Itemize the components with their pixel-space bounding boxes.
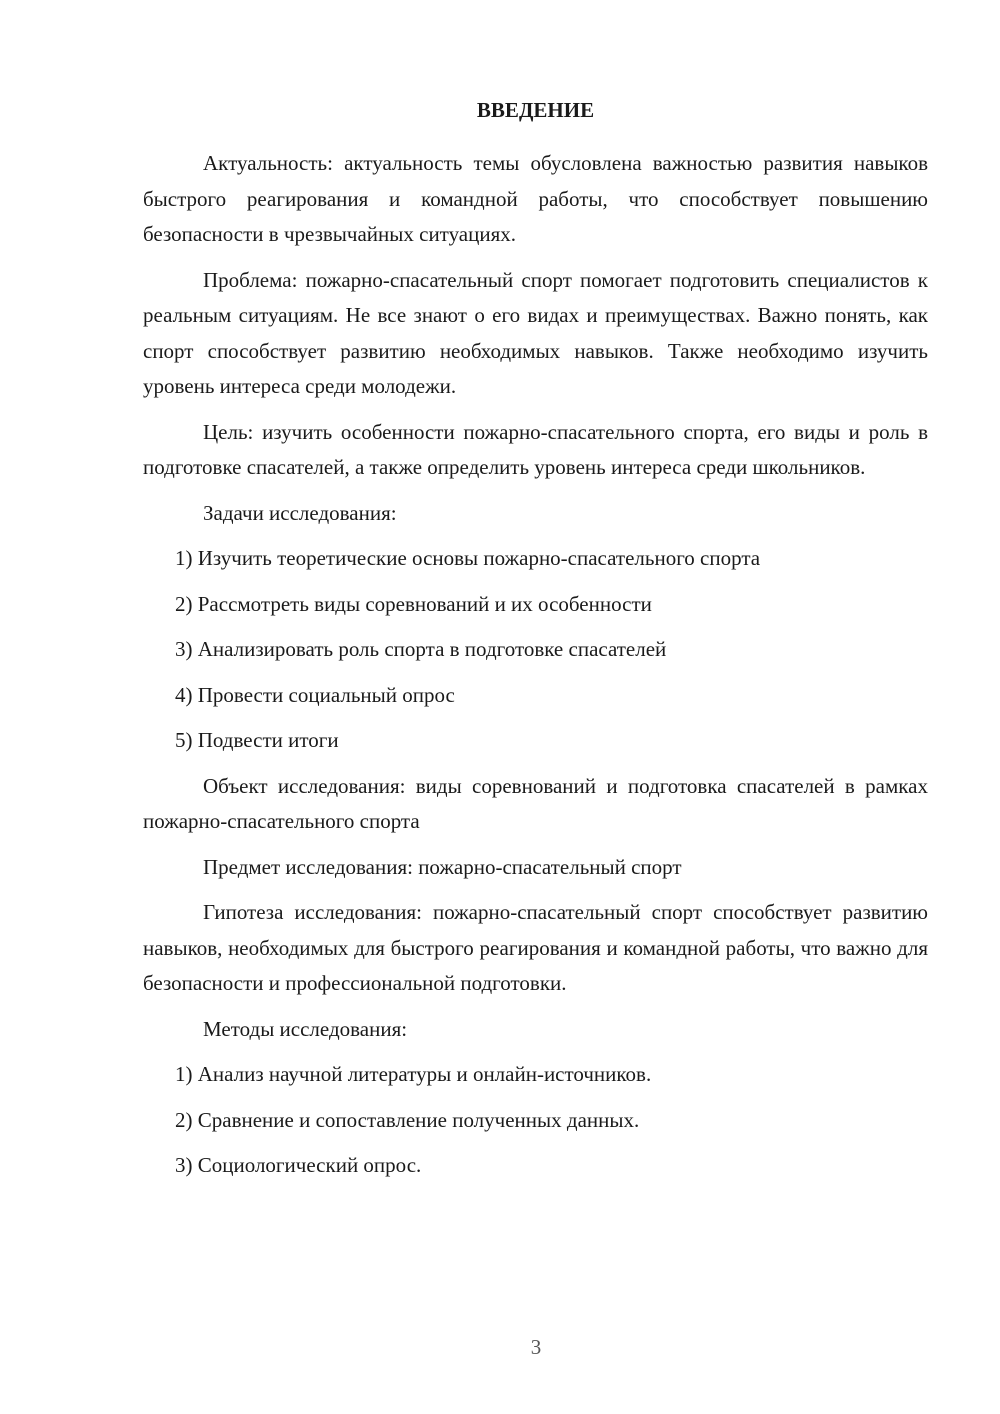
object-paragraph: Объект исследования: виды соревнований и подготовка спасателей в рамках пожарно-спасательного спорта	[143, 773, 928, 833]
list-item: 1) Анализ научной литературы и онлайн-источников.	[175, 1062, 652, 1086]
list-item: 3) Социологический опрос.	[175, 1153, 422, 1177]
page-number: 3	[530, 1335, 542, 1359]
list-item: 3) Анализировать роль спорта в подготовке спасателей	[175, 637, 667, 661]
relevance-paragraph: Актуальность: актуальность темы обусловлена важностью развития навыков быстрого реагирования и командной работы, что способствует повышению безопасности в чрезвычайных ситуациях.	[143, 151, 928, 246]
list-item: 4) Провести социальный опрос	[175, 682, 455, 707]
goal-paragraph: Цель: изучить особенности пожарно-спасательного спорта, его виды и роль в подготовке спасателей, а также определить уровень интереса среди школьников.	[143, 419, 928, 479]
list-item: 1) Изучить теоретические основы пожарно-спасательного спорта	[175, 546, 761, 570]
document-page	[143, 96, 928, 1194]
list-item: 2) Сравнение и сопоставление полученных данных.	[175, 1107, 640, 1132]
list-item: 2) Рассмотреть виды соревнований и их особенности	[175, 591, 652, 616]
problem-paragraph: Проблема: пожарно-спасательный спорт помогает подготовить специалистов к реальным ситуациям. Не все знают о его видах и преимуществах. Важно понять, как спорт способствует развитию необходимых навыков. Также необходимо изучить уровень интереса среди молодежи.	[143, 267, 928, 398]
methods-title: Методы исследования:	[203, 1016, 408, 1041]
list-item: 5) Подвести итоги	[175, 728, 339, 752]
tasks-list	[143, 541, 928, 759]
section-heading: ВВЕДЕНИЕ	[476, 98, 595, 122]
methods-list	[143, 1057, 928, 1184]
subject-paragraph: Предмет исследования: пожарно-спасательный спорт	[203, 854, 682, 879]
tasks-title: Задачи исследования:	[203, 500, 397, 525]
hypothesis-paragraph: Гипотеза исследования: пожарно-спасательный спорт способствует развитию навыков, необходимых для быстрого реагирования и командной работы, что важно для безопасности и профессиональной подготовки.	[143, 900, 928, 995]
